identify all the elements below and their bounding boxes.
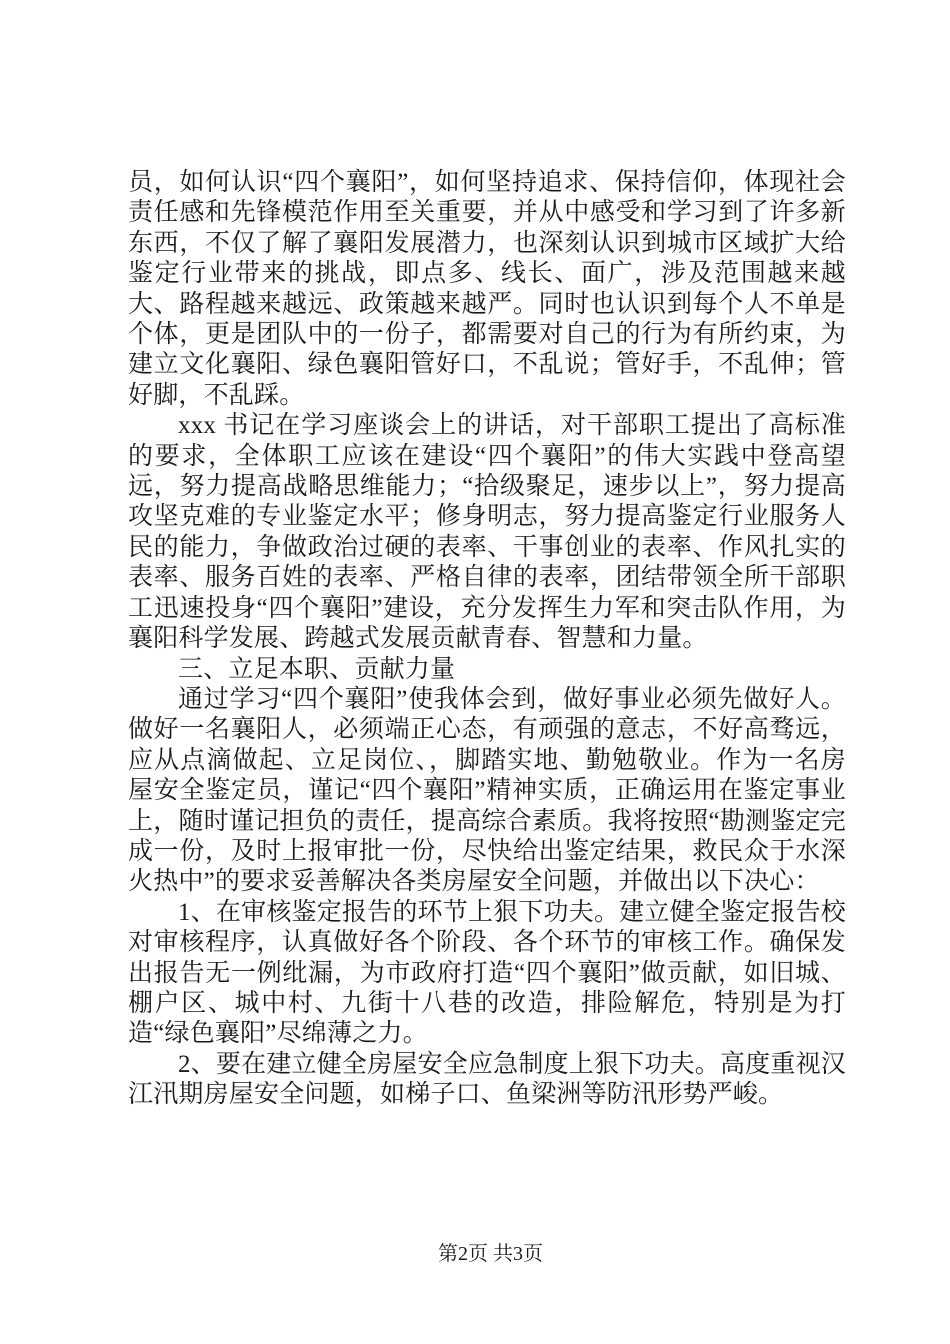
document-body: [128, 168, 846, 1111]
paragraph-continuation: 员，如何认识“四个襄阳”，如何坚持追求、保持信仰，体现社会责任感和先锋模范作用至关重要，并从中感受和学习到了许多新东西，不仅了解了襄阳发展潜力，也深刻认识到城市区域扩大给鉴定行业带来的挑战，即点多、线长、面广，涉及范围越来越大、路程越来越远、政策越来越严。同时也认识到每个人不单是个体，更是团队中的一份子，都需要对自己的行为有所约束，为建立文化襄阳、绿色襄阳管好口，不乱说；管好手，不乱伸；管好脚，不乱踩。: [128, 169, 846, 409]
paragraph-secretary-speech: xxx 书记在学习座谈会上的讲话，对干部职工提出了高标准的要求，全体职工应该在建设“四个襄阳”的伟大实践中登高望远，努力提高战略思维能力；“拾级聚足，速步以上”，努力提高攻坚克难的专业鉴定水平；修身明志，努力提高鉴定行业服务人民的能力，争做政治过硬的表率、干事创业的表率、作风扎实的表率、服务百姓的表率、严格自律的表率，团结带领全所干部职工迅速投身“四个襄阳”建设，充分发挥生力军和突击队作用，为襄阳科学发展、跨越式发展贡献青春、智慧和力量。: [128, 412, 846, 653]
paragraph-resolution-2: 2、要在建立健全房屋安全应急制度上狠下功夫。高度重视汉江汛期房屋安全问题，如梯子口、鱼梁洲等防汛形势严峻。: [128, 1050, 846, 1109]
paragraph-section-three-intro: 通过学习“四个襄阳”使我体会到，做好事业必须先做好人。做好一名襄阳人，必须端正心态，有顽强的意志，不好高骛远，应从点滴做起、立足岗位、，脚踏实地、勤勉敬业。作为一名房屋安全鉴定员，谨记“四个襄阳”精神实质，正确运用在鉴定事业上，随时谨记担负的责任，提高综合素质。我将按照“勘测鉴定完成一份，及时上报审批一份，尽快给出鉴定结果，救民众于水深火热中”的要求妥善解决各类房屋安全问题，并做出以下决心：: [128, 685, 846, 896]
section-heading-three: 三、立足本职、贡献力量: [178, 655, 456, 683]
page-number-indicator: 第2页 共3页: [438, 1243, 543, 1265]
page-footer: [438, 1242, 543, 1266]
paragraph-resolution-1: 1、在审核鉴定报告的环节上狠下功夫。建立健全鉴定报告校对审核程序，认真做好各个阶段、各个环节的审核工作。确保发出报告无一例纰漏，为市政府打造“四个襄阳”做贡献，如旧城、棚户区、城中村、九街十八巷的改造，排险解危，特别是为打造“绿色襄阳”尽绵薄之力。: [128, 898, 846, 1048]
